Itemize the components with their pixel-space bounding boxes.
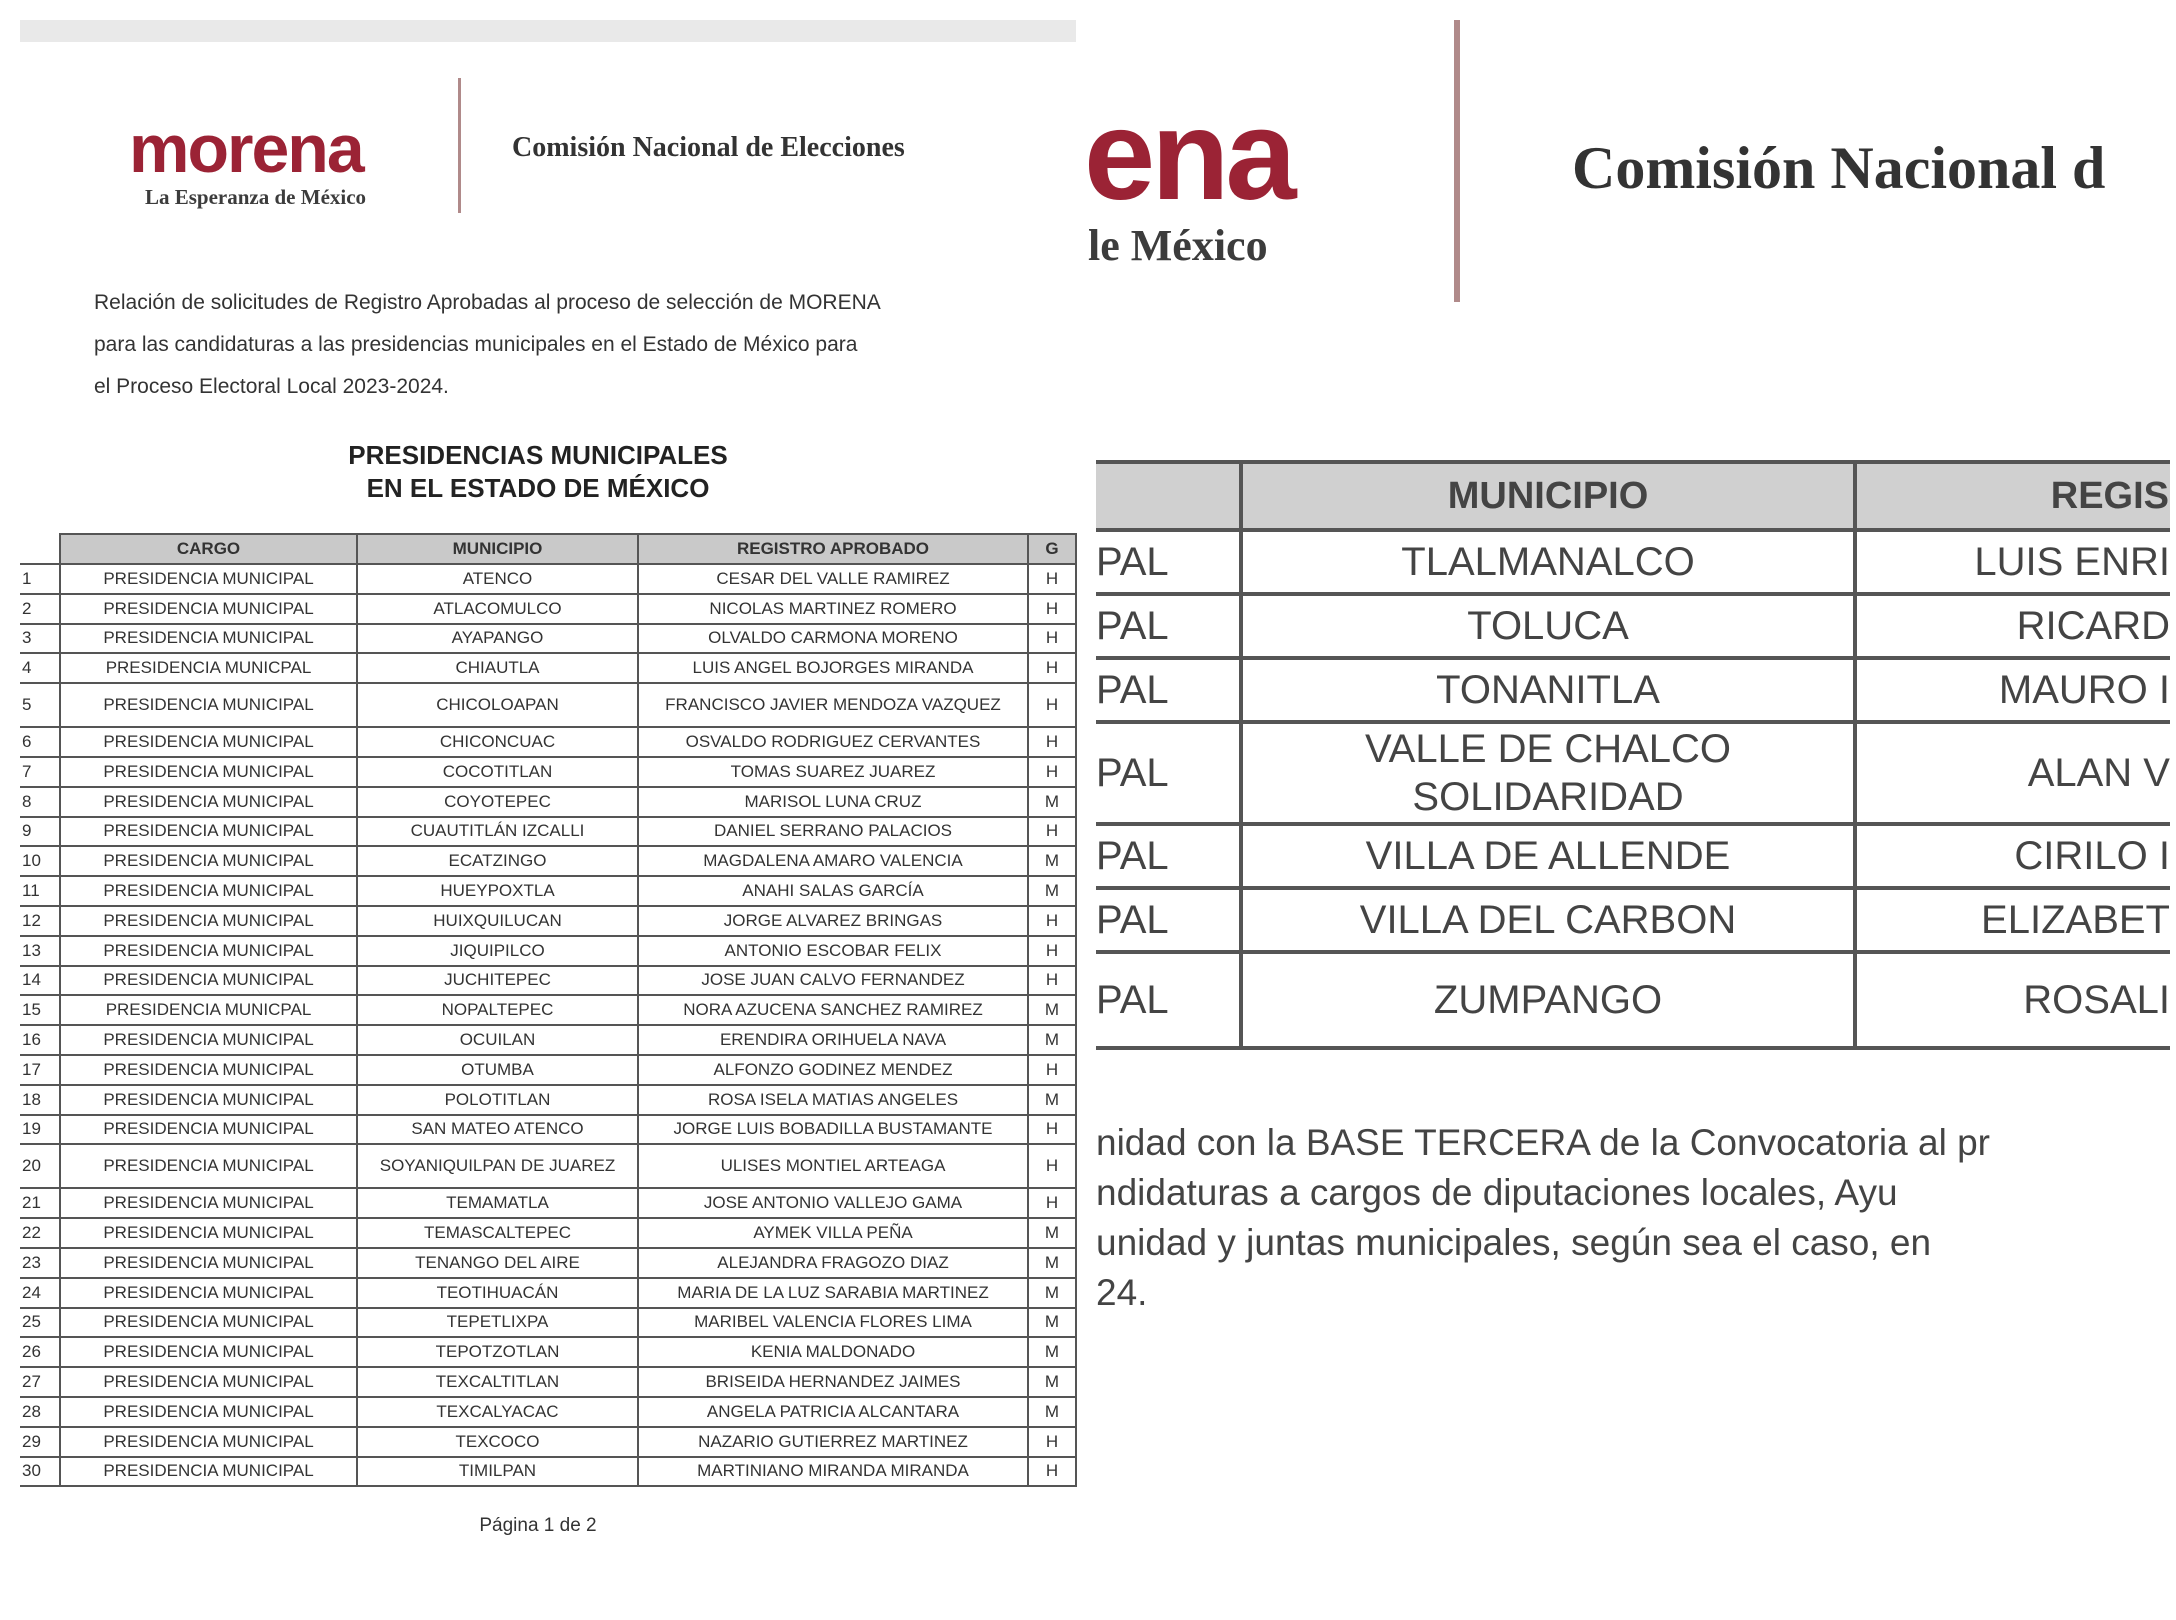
table-row — [20, 1218, 1076, 1248]
table-row — [20, 757, 1076, 787]
cell-registro: ANTONIO ESCOBAR FELIX — [638, 936, 1028, 966]
cell-municipio: HUEYPOXTLA — [357, 876, 638, 906]
cell-cargo: PRESIDENCIA MUNICIPAL — [60, 906, 357, 936]
cell-cargo: PRESIDENCIA MUNICIPAL — [60, 936, 357, 966]
row-number: 7 — [20, 757, 60, 787]
row-number: 16 — [20, 1025, 60, 1055]
zoom-table-row — [1096, 952, 2170, 1048]
cell-cargo: PRESIDENCIA MUNICIPAL — [60, 817, 357, 847]
header-divider — [458, 78, 461, 213]
document-zoom-right — [1084, 20, 2170, 1560]
cell-genero: H — [1028, 1188, 1076, 1218]
cell-registro: ANAHI SALAS GARCÍA — [638, 876, 1028, 906]
zoom-text-line: 24. — [1096, 1272, 1148, 1313]
row-number: 29 — [20, 1427, 60, 1457]
cell-genero: H — [1028, 653, 1076, 683]
table-row — [20, 1025, 1076, 1055]
row-number: 30 — [20, 1457, 60, 1487]
table-row — [20, 995, 1076, 1025]
cell-registro: ALEJANDRA FRAGOZO DIAZ — [638, 1248, 1028, 1278]
cell-genero: M — [1028, 1218, 1076, 1248]
zoom-header-municipio: MUNICIPIO — [1241, 462, 1855, 530]
intro-paragraph — [94, 282, 1034, 408]
zoom-cell-cargo: PAL — [1096, 824, 1241, 888]
cell-registro: MARISOL LUNA CRUZ — [638, 787, 1028, 817]
table-row — [20, 1085, 1076, 1115]
cell-municipio: JUCHITEPEC — [357, 966, 638, 996]
table-row — [20, 1055, 1076, 1085]
zoom-cell-municipio: TOLUCA — [1241, 594, 1855, 658]
row-number: 5 — [20, 683, 60, 727]
cell-registro: TOMAS SUAREZ JUAREZ — [638, 757, 1028, 787]
row-number: 27 — [20, 1367, 60, 1397]
cell-municipio: POLOTITLAN — [357, 1085, 638, 1115]
zoom-header-cargo — [1096, 462, 1241, 530]
row-number: 17 — [20, 1055, 60, 1085]
header-registro: REGISTRO APROBADO — [638, 534, 1028, 564]
header-municipio: MUNICIPIO — [357, 534, 638, 564]
cell-registro: AYMEK VILLA PEÑA — [638, 1218, 1028, 1248]
cell-genero: M — [1028, 1278, 1076, 1308]
commission-title: Comisión Nacional de Elecciones — [512, 132, 905, 163]
cell-genero: M — [1028, 1308, 1076, 1338]
cell-municipio: CUAUTITLÁN IZCALLI — [357, 817, 638, 847]
cell-cargo: PRESIDENCIA MUNICIPAL — [60, 1248, 357, 1278]
logo-tagline-fragment: le México — [1088, 221, 1268, 270]
table-row — [20, 624, 1076, 654]
intro-line: Relación de solicitudes de Registro Aprobadas al proceso de selección de MORENA — [94, 291, 881, 314]
cell-genero: H — [1028, 683, 1076, 727]
row-number: 25 — [20, 1308, 60, 1338]
cell-genero: H — [1028, 817, 1076, 847]
cell-cargo: PRESIDENCIA MUNICIPAL — [60, 624, 357, 654]
header-num — [20, 534, 60, 564]
table-row — [20, 1248, 1076, 1278]
row-number: 3 — [20, 624, 60, 654]
cell-registro: MARTINIANO MIRANDA MIRANDA — [638, 1457, 1028, 1487]
cell-municipio: TEPETLIXPA — [357, 1308, 638, 1338]
zoom-cell-registro: ALAN V — [1855, 722, 2170, 824]
cell-genero: M — [1028, 876, 1076, 906]
row-number: 24 — [20, 1278, 60, 1308]
cell-municipio: CHICONCUAC — [357, 727, 638, 757]
cell-municipio: TEXCALTITLAN — [357, 1367, 638, 1397]
cell-municipio: SOYANIQUILPAN DE JUAREZ — [357, 1144, 638, 1188]
cell-cargo: PRESIDENCIA MUNICIPAL — [60, 1367, 357, 1397]
section-title-line2: EN EL ESTADO DE MÉXICO — [366, 473, 710, 503]
zoom-table-row — [1096, 722, 2170, 824]
table-row — [20, 653, 1076, 683]
cell-genero: H — [1028, 1055, 1076, 1085]
zoom-cell-cargo: PAL — [1096, 952, 1241, 1048]
cell-cargo: PRESIDENCIA MUNICIPAL — [60, 727, 357, 757]
cell-municipio: COYOTEPEC — [357, 787, 638, 817]
cell-registro: ROSA ISELA MATIAS ANGELES — [638, 1085, 1028, 1115]
commission-title-fragment: Comisión Nacional d — [1572, 135, 2106, 201]
cell-registro: CESAR DEL VALLE RAMIREZ — [638, 564, 1028, 594]
row-number: 1 — [20, 564, 60, 594]
cell-municipio: COCOTITLAN — [357, 757, 638, 787]
row-number: 19 — [20, 1115, 60, 1145]
cell-municipio: TEMASCALTEPEC — [357, 1218, 638, 1248]
cell-genero: M — [1028, 846, 1076, 876]
table-row — [20, 1397, 1076, 1427]
cell-cargo: PRESIDENCIA MUNICIPAL — [60, 846, 357, 876]
cell-municipio: TEOTIHUACÁN — [357, 1278, 638, 1308]
cell-registro: JORGE LUIS BOBADILLA BUSTAMANTE — [638, 1115, 1028, 1145]
cell-genero: M — [1028, 1248, 1076, 1278]
cell-cargo: PRESIDENCIA MUNICIPAL — [60, 1188, 357, 1218]
header-genero: G — [1028, 534, 1076, 564]
cell-genero: M — [1028, 995, 1076, 1025]
table-row — [20, 936, 1076, 966]
zoom-table-body — [1096, 530, 2170, 1048]
table-row — [20, 1115, 1076, 1145]
zoom-cell-cargo: PAL — [1096, 530, 1241, 594]
cell-municipio: CHIAUTLA — [357, 653, 638, 683]
zoom-header-registro: REGIS — [1855, 462, 2170, 530]
table-row — [20, 683, 1076, 727]
table-row — [20, 846, 1076, 876]
morena-logo-fragment: ena — [1084, 84, 1293, 227]
row-number: 22 — [20, 1218, 60, 1248]
cell-genero: H — [1028, 936, 1076, 966]
row-number: 18 — [20, 1085, 60, 1115]
cell-registro: OSVALDO RODRIGUEZ CERVANTES — [638, 727, 1028, 757]
cell-municipio: OCUILAN — [357, 1025, 638, 1055]
cell-genero: H — [1028, 1115, 1076, 1145]
zoom-cell-municipio: VILLA DE ALLENDE — [1241, 824, 1855, 888]
table-row — [20, 1188, 1076, 1218]
intro-line: para las candidaturas a las presidencias municipales en el Estado de México para — [94, 333, 858, 356]
zoom-cell-cargo: PAL — [1096, 888, 1241, 952]
row-number: 14 — [20, 966, 60, 996]
cell-cargo: PRESIDENCIA MUNICIPAL — [60, 876, 357, 906]
cell-cargo: PRESIDENCIA MUNICIPAL — [60, 966, 357, 996]
cell-municipio: TEPOTZOTLAN — [357, 1337, 638, 1367]
table-row — [20, 564, 1076, 594]
cell-genero: H — [1028, 624, 1076, 654]
cell-genero: M — [1028, 1085, 1076, 1115]
table-row — [20, 906, 1076, 936]
zoom-cell-municipio: VILLA DEL CARBON — [1241, 888, 1855, 952]
row-number: 26 — [20, 1337, 60, 1367]
cell-registro: DANIEL SERRANO PALACIOS — [638, 817, 1028, 847]
cell-genero: M — [1028, 787, 1076, 817]
cell-municipio: TEMAMATLA — [357, 1188, 638, 1218]
row-number: 11 — [20, 876, 60, 906]
zoom-table — [1096, 460, 2170, 1050]
zoom-table-row — [1096, 888, 2170, 952]
row-number: 9 — [20, 817, 60, 847]
table-header-row — [20, 534, 1076, 564]
cell-cargo: PRESIDENCIA MUNICIPAL — [60, 1457, 357, 1487]
cell-registro: NICOLAS MARTINEZ ROMERO — [638, 594, 1028, 624]
cell-genero: M — [1028, 1367, 1076, 1397]
cell-municipio: CHICOLOAPAN — [357, 683, 638, 727]
table-row — [20, 1308, 1076, 1338]
cell-cargo: PRESIDENCIA MUNICIPAL — [60, 1337, 357, 1367]
cell-cargo: PRESIDENCIA MUNICIPAL — [60, 1144, 357, 1188]
zoom-cell-cargo: PAL — [1096, 722, 1241, 824]
zoom-cell-cargo: PAL — [1096, 658, 1241, 722]
cell-cargo: PRESIDENCIA MUNICIPAL — [60, 1278, 357, 1308]
cell-cargo: PRESIDENCIA MUNICPAL — [60, 653, 357, 683]
cell-cargo: PRESIDENCIA MUNICIPAL — [60, 1218, 357, 1248]
cell-municipio: NOPALTEPEC — [357, 995, 638, 1025]
cell-registro: JOSE ANTONIO VALLEJO GAMA — [638, 1188, 1028, 1218]
zoom-cell-registro: ELIZABET — [1855, 888, 2170, 952]
cell-municipio: AYAPANGO — [357, 624, 638, 654]
intro-line: el Proceso Electoral Local 2023-2024. — [94, 375, 449, 398]
section-title-line1: PRESIDENCIAS MUNICIPALES — [348, 440, 728, 470]
cell-genero: H — [1028, 1427, 1076, 1457]
zoom-header-row — [1096, 462, 2170, 530]
cell-municipio: TIMILPAN — [357, 1457, 638, 1487]
cell-registro: NORA AZUCENA SANCHEZ RAMIREZ — [638, 995, 1028, 1025]
cell-genero: H — [1028, 757, 1076, 787]
table-row — [20, 817, 1076, 847]
cell-cargo: PRESIDENCIA MUNICIPAL — [60, 1427, 357, 1457]
cell-registro: ERENDIRA ORIHUELA NAVA — [638, 1025, 1028, 1055]
cell-registro: FRANCISCO JAVIER MENDOZA VAZQUEZ — [638, 683, 1028, 727]
cell-genero: H — [1028, 564, 1076, 594]
cell-cargo: PRESIDENCIA MUNICIPAL — [60, 1397, 357, 1427]
cell-cargo: PRESIDENCIA MUNICIPAL — [60, 757, 357, 787]
cell-genero: M — [1028, 1025, 1076, 1055]
zoom-cell-municipio: ZUMPANGO — [1241, 952, 1855, 1048]
cell-registro: NAZARIO GUTIERREZ MARTINEZ — [638, 1427, 1028, 1457]
logo-tagline: La Esperanza de México — [145, 185, 367, 209]
cell-cargo: PRESIDENCIA MUNICIPAL — [60, 594, 357, 624]
cell-registro: OLVALDO CARMONA MORENO — [638, 624, 1028, 654]
cell-genero: H — [1028, 727, 1076, 757]
table-row — [20, 966, 1076, 996]
table-body — [20, 564, 1076, 1486]
table-row — [20, 1278, 1076, 1308]
morena-logo: morena — [129, 111, 363, 187]
zoom-text-line: nidad con la BASE TERCERA de la Convocatoria al pr — [1096, 1122, 1990, 1163]
row-number: 10 — [20, 846, 60, 876]
row-number: 28 — [20, 1397, 60, 1427]
cell-cargo: PRESIDENCIA MUNICIPAL — [60, 1085, 357, 1115]
zoom-cell-registro: CIRILO I — [1855, 824, 2170, 888]
cell-municipio: SAN MATEO ATENCO — [357, 1115, 638, 1145]
zoom-cell-cargo: PAL — [1096, 594, 1241, 658]
cell-cargo: PRESIDENCIA MUNICIPAL — [60, 1115, 357, 1145]
row-number: 23 — [20, 1248, 60, 1278]
cell-registro: MAGDALENA AMARO VALENCIA — [638, 846, 1028, 876]
cell-genero: H — [1028, 1144, 1076, 1188]
top-strip — [20, 20, 1076, 42]
header-divider-zoom — [1454, 20, 1460, 302]
cell-registro: BRISEIDA HERNANDEZ JAIMES — [638, 1367, 1028, 1397]
cell-registro: ANGELA PATRICIA ALCANTARA — [638, 1397, 1028, 1427]
document-page-left — [20, 20, 1076, 1560]
row-number: 21 — [20, 1188, 60, 1218]
cell-municipio: ATLACOMULCO — [357, 594, 638, 624]
cell-genero: H — [1028, 594, 1076, 624]
table-row — [20, 1457, 1076, 1487]
cell-cargo: PRESIDENCIA MUNICPAL — [60, 995, 357, 1025]
row-number: 4 — [20, 653, 60, 683]
cell-registro: MARIBEL VALENCIA FLORES LIMA — [638, 1308, 1028, 1338]
table-row — [20, 1367, 1076, 1397]
zoom-table-row — [1096, 824, 2170, 888]
cell-cargo: PRESIDENCIA MUNICIPAL — [60, 787, 357, 817]
cell-municipio: ATENCO — [357, 564, 638, 594]
zoom-cell-municipio: TLALMANALCO — [1241, 530, 1855, 594]
cell-cargo: PRESIDENCIA MUNICIPAL — [60, 1055, 357, 1085]
cell-genero: H — [1028, 906, 1076, 936]
row-number: 8 — [20, 787, 60, 817]
cell-municipio: TENANGO DEL AIRE — [357, 1248, 638, 1278]
zoom-text-line: unidad y juntas municipales, según sea el caso, en — [1096, 1222, 1932, 1263]
table-row — [20, 876, 1076, 906]
zoom-cell-municipio: TONANITLA — [1241, 658, 1855, 722]
table-row — [20, 594, 1076, 624]
cell-genero: M — [1028, 1397, 1076, 1427]
page-number: Página 1 de 2 — [479, 1515, 597, 1536]
cell-municipio: TEXCOCO — [357, 1427, 638, 1457]
cell-municipio: ECATZINGO — [357, 846, 638, 876]
cell-cargo: PRESIDENCIA MUNICIPAL — [60, 564, 357, 594]
cell-registro: JORGE ALVAREZ BRINGAS — [638, 906, 1028, 936]
zoom-cell-registro: MAURO I — [1855, 658, 2170, 722]
table-row — [20, 1144, 1076, 1188]
row-number: 15 — [20, 995, 60, 1025]
cell-cargo: PRESIDENCIA MUNICIPAL — [60, 683, 357, 727]
cell-registro: ALFONZO GODINEZ MENDEZ — [638, 1055, 1028, 1085]
table-row — [20, 1427, 1076, 1457]
table-row — [20, 727, 1076, 757]
cell-registro: ULISES MONTIEL ARTEAGA — [638, 1144, 1028, 1188]
cell-cargo: PRESIDENCIA MUNICIPAL — [60, 1308, 357, 1338]
cell-municipio: TEXCALYACAC — [357, 1397, 638, 1427]
cell-municipio: OTUMBA — [357, 1055, 638, 1085]
cell-cargo: PRESIDENCIA MUNICIPAL — [60, 1025, 357, 1055]
zoom-cell-registro: ROSALI — [1855, 952, 2170, 1048]
cell-registro: MARIA DE LA LUZ SARABIA MARTINEZ — [638, 1278, 1028, 1308]
row-number: 2 — [20, 594, 60, 624]
zoom-text-line: ndidaturas a cargos de diputaciones locales, Ayu — [1096, 1172, 1898, 1213]
row-number: 13 — [20, 936, 60, 966]
cell-registro: LUIS ANGEL BOJORGES MIRANDA — [638, 653, 1028, 683]
cell-genero: M — [1028, 1337, 1076, 1367]
header-cargo: CARGO — [60, 534, 357, 564]
zoom-table-row — [1096, 594, 2170, 658]
candidates-table — [20, 533, 1077, 1487]
row-number: 6 — [20, 727, 60, 757]
cell-registro: JOSE JUAN CALVO FERNANDEZ — [638, 966, 1028, 996]
table-row — [20, 787, 1076, 817]
row-number: 20 — [20, 1144, 60, 1188]
zoom-cell-registro: RICARD — [1855, 594, 2170, 658]
cell-genero: H — [1028, 1457, 1076, 1487]
zoom-cell-municipio: VALLE DE CHALCO SOLIDARIDAD — [1241, 722, 1855, 824]
cell-municipio: JIQUIPILCO — [357, 936, 638, 966]
cell-municipio: HUIXQUILUCAN — [357, 906, 638, 936]
zoom-cell-registro: LUIS ENRI — [1855, 530, 2170, 594]
zoom-table-row — [1096, 658, 2170, 722]
table-row — [20, 1337, 1076, 1367]
cell-genero: H — [1028, 966, 1076, 996]
zoom-table-row — [1096, 530, 2170, 594]
row-number: 12 — [20, 906, 60, 936]
cell-registro: KENIA MALDONADO — [638, 1337, 1028, 1367]
zoom-paragraph — [1096, 1118, 2176, 1318]
